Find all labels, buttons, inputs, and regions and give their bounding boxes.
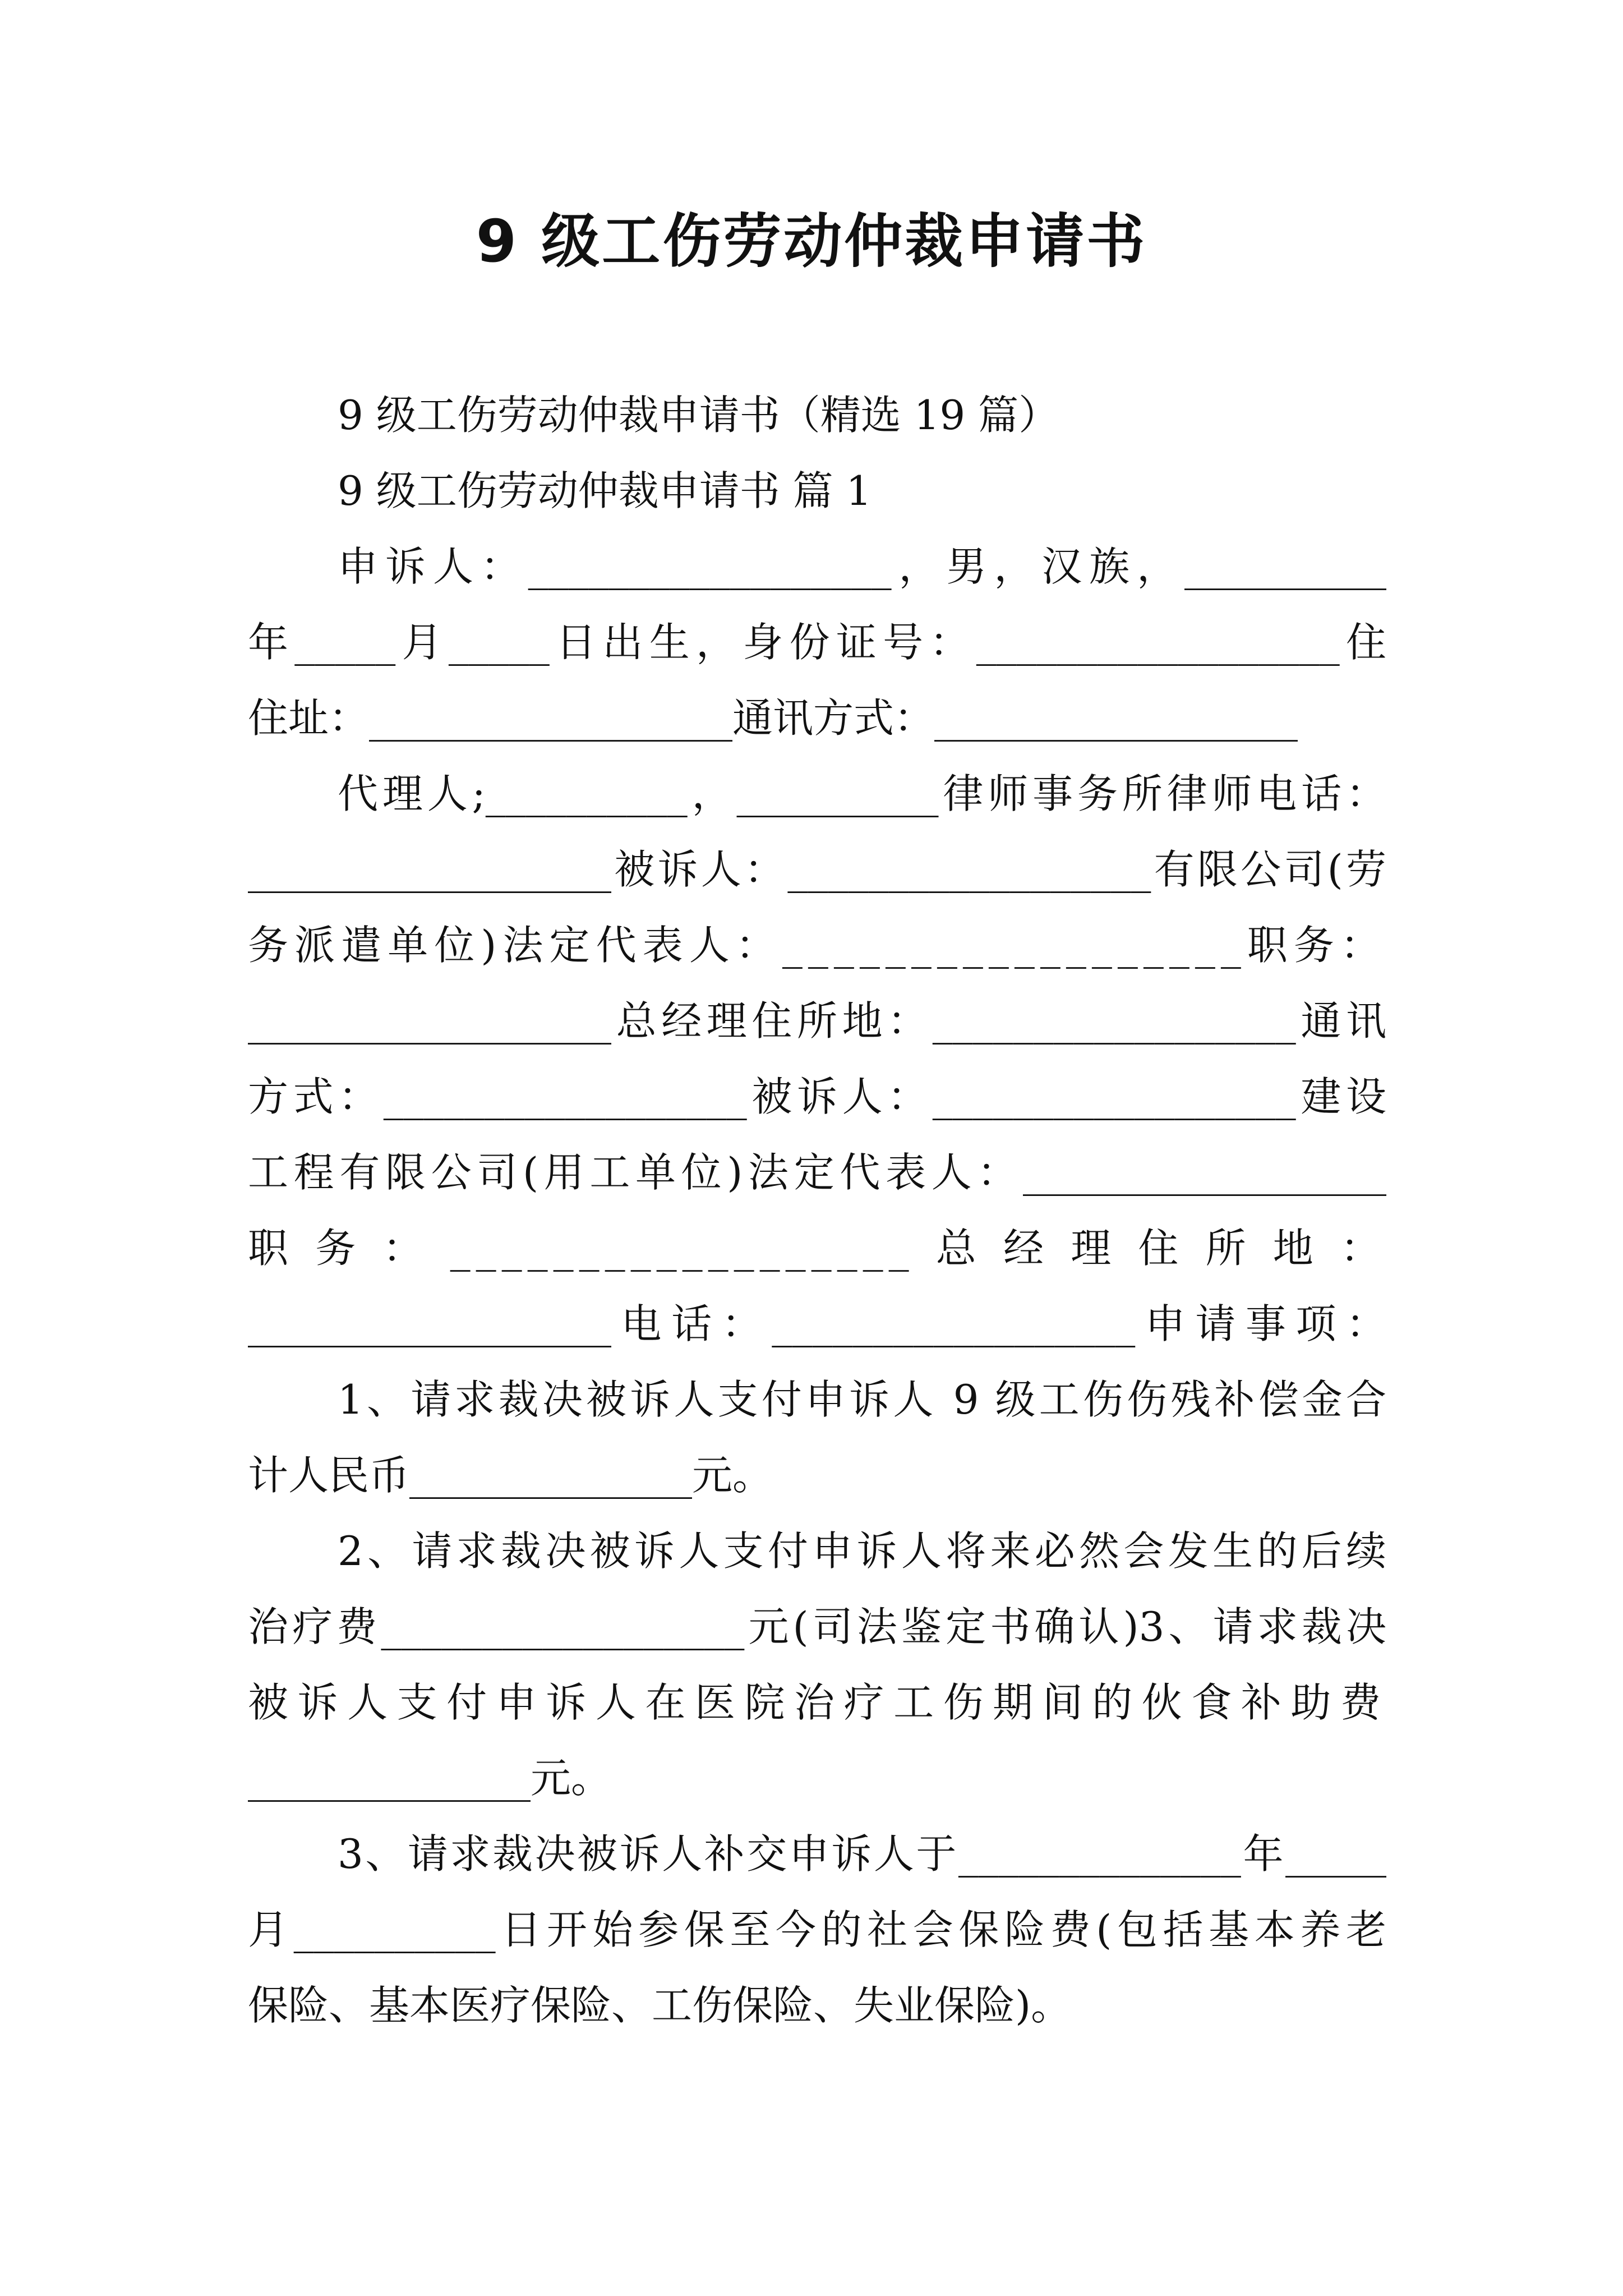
paragraph-line: 务派遣单位)法定代表人：__________________职务： (248, 922, 1386, 969)
paragraph-line: __________________被诉人：__________________有限公司(劳 (248, 846, 1386, 893)
paragraph-line: __________________总经理住所地：__________________通讯 (248, 997, 1386, 1045)
paragraph-line: 2、请求裁决被诉人支付申诉人将来必然会发生的后续 (338, 1527, 1386, 1575)
paragraph-line: 计人民币______________元。 (248, 1452, 773, 1499)
paragraph-line: 保险、基本医疗保险、工伤保险、失业保险)。 (248, 1982, 1072, 2029)
paragraph-line: ______________元。 (248, 1755, 612, 1802)
section-heading: 9 级工伤劳动仲裁申请书 篇 1 (338, 467, 872, 514)
paragraph-line: 年_____月_____日出生，身份证号：__________________住 (248, 619, 1386, 666)
document-title: 9 级工伤劳动仲裁申请书 (476, 207, 1147, 275)
paragraph-line: 方式：__________________被诉人：__________________建设 (248, 1073, 1386, 1120)
paragraph-line: __________________电话：__________________申请事项： (248, 1300, 1386, 1347)
paragraph-line: 3、请求裁决被诉人补交申诉人于______________年_____ (338, 1830, 1386, 1878)
paragraph-line: 申诉人：__________________，男，汉族，__________ (338, 543, 1386, 590)
paragraph-line: 职务：__________________总经理住所地： (248, 1225, 1386, 1272)
subtitle: 9 级工伤劳动仲裁申请书（精选 19 篇） (338, 392, 1059, 439)
paragraph-line: 治疗费__________________元(司法鉴定书确认)3、请求裁决 (248, 1603, 1386, 1650)
paragraph-line: 被诉人支付申诉人在医院治疗工伤期间的伙食补助费 (248, 1679, 1386, 1726)
paragraph-line: 工程有限公司(用工单位)法定代表人：__________________ (248, 1149, 1386, 1196)
paragraph-line: 代理人;__________，__________律师事务所律师电话： (338, 770, 1386, 817)
paragraph-line: 1、请求裁决被诉人支付申诉人 9 级工伤伤残补偿金合 (338, 1376, 1386, 1423)
paragraph-line: 月__________日开始参保至今的社会保险费(包括基本养老 (248, 1906, 1386, 1953)
paragraph-line: 住址：__________________通讯方式：__________________ (248, 694, 1298, 742)
